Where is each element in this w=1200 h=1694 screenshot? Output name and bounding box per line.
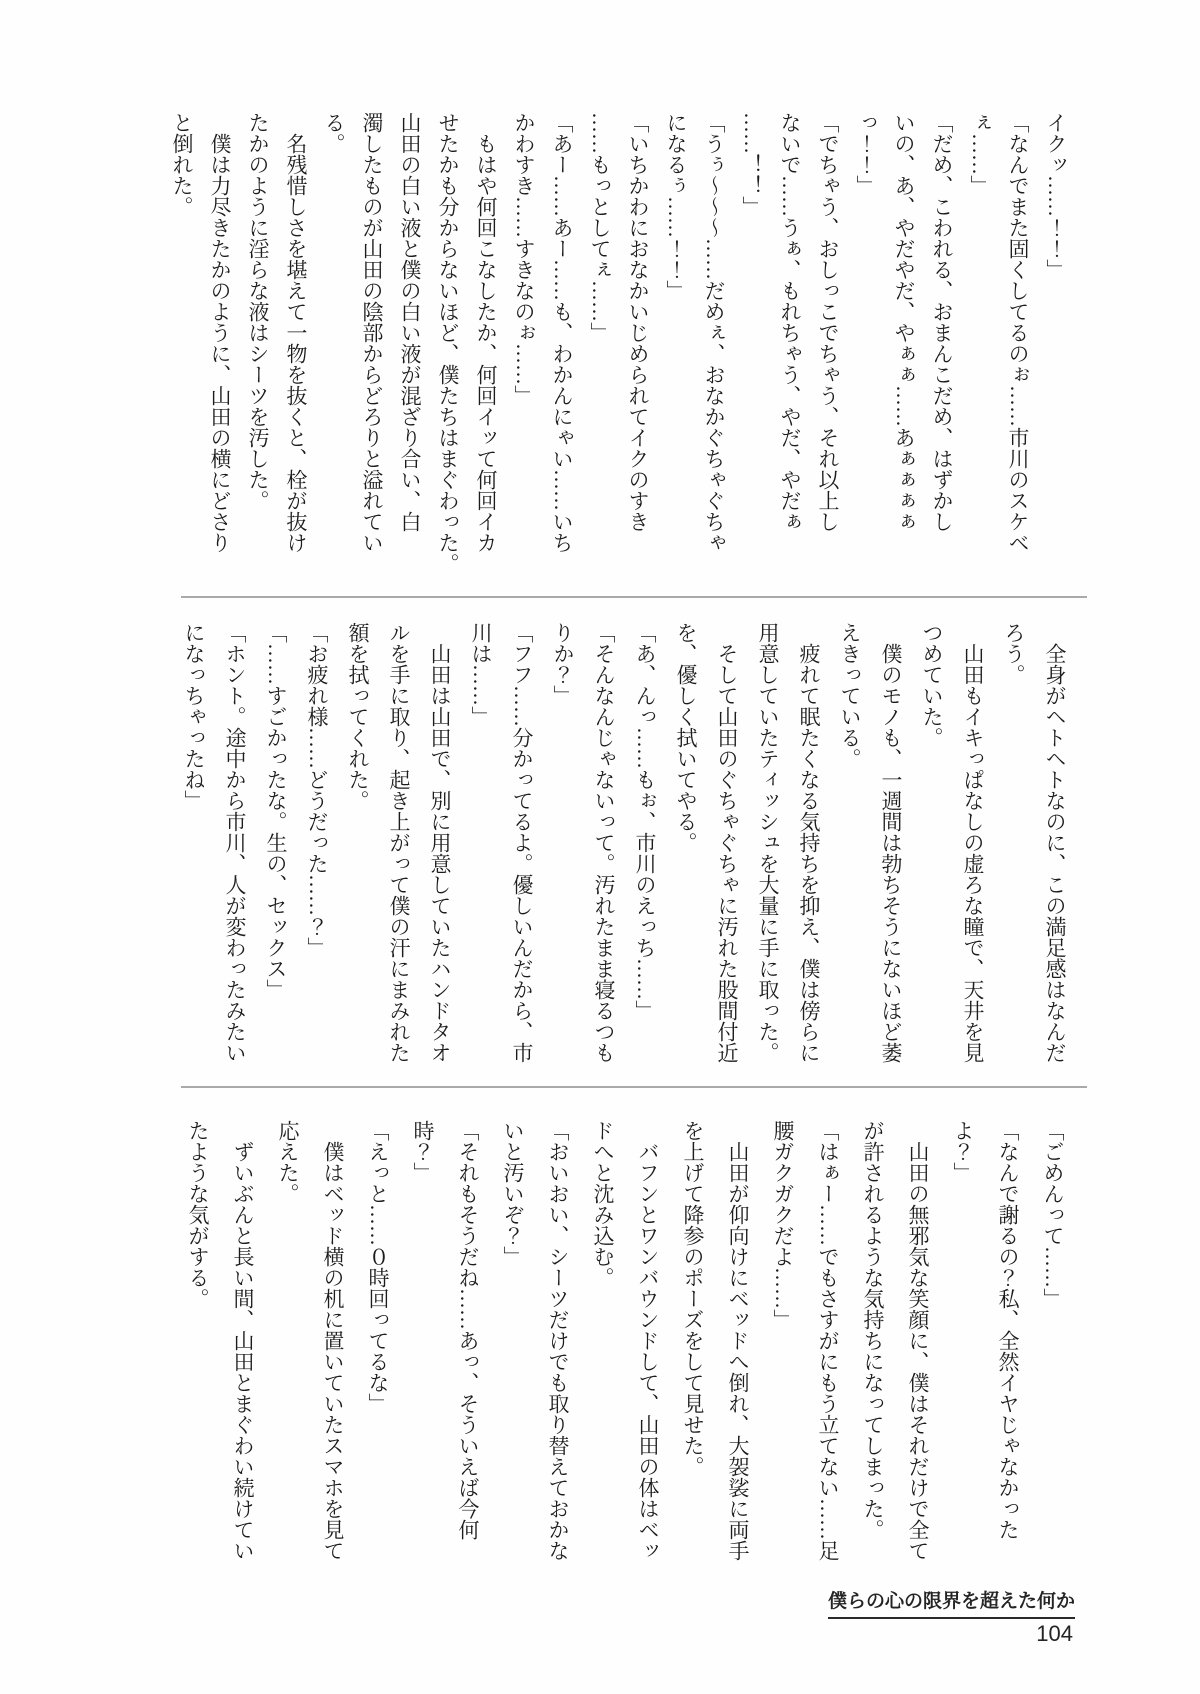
text-line: 「でちゃう、おしっこでちゃう、それ以上し: [816, 112, 840, 532]
text-line: 山田の無邪気な笑顔に、僕はそれだけで全て: [906, 1120, 930, 1561]
text-line: になっちゃったね」: [182, 622, 206, 811]
text-line: が許されるような気持ちになってしまった。: [861, 1120, 885, 1540]
text-line: 濁したものが山田の陰部からどろりと溢れてい: [360, 112, 384, 553]
text-block-middle: [173, 622, 1075, 1068]
text-line: を、優しく拭いてやる。: [674, 622, 698, 853]
text-line: 「フフ……分かってるよ。優しいんだから、市: [510, 622, 534, 1063]
text-line: 「お疲れ様……どうだった……？」: [305, 622, 329, 958]
page-number: 104: [1036, 1621, 1073, 1646]
text-line: 僕は力尽きたかのように、山田の横にどさり: [208, 112, 232, 553]
text-line: いの、あ、やだやだ、やぁぁ……あぁぁぁぁ: [892, 112, 916, 532]
text-line: 「そんなんじゃないって。汚れたまま寝るつも: [592, 622, 616, 1063]
text-line: 「……すごかったな。生の、セックス」: [264, 622, 288, 1000]
text-line: 腰ガクガクだよ……」: [771, 1120, 795, 1330]
text-line: 「えっと……０時回ってるな」: [366, 1120, 390, 1414]
text-line: を上げて降参のポーズをして見せた。: [681, 1120, 705, 1477]
text-line: 「おいおい、シーツだけでも取り替えておかな: [546, 1120, 570, 1561]
text-block-top: [163, 112, 1075, 574]
text-line: 川は……」: [469, 622, 493, 727]
text-line: 名残惜しさを堪えて一物を抜くと、栓が抜け: [284, 112, 308, 553]
text-line: 「いちかわにおなかいじめられてイクのすき: [626, 112, 650, 532]
text-line: ……もっとしてぇ……」: [588, 112, 612, 343]
text-line: 山田もイキっぱなしの虚ろな瞳で、天井を見: [961, 622, 985, 1063]
running-title: 僕らの心の限界を超えた何か: [828, 1592, 1075, 1619]
text-line: 「なんで謝るの？私、全然イヤじゃなかった: [996, 1120, 1020, 1540]
text-line: ドへと沈み込む。: [591, 1120, 615, 1288]
text-line: もはや何回こなしたか、何回イッて何回イカ: [474, 112, 498, 553]
text-line: せたかも分からないほど、僕たちはまぐわった。: [436, 112, 460, 574]
text-line: と倒れた。: [170, 112, 194, 217]
text-line: 山田の白い液と僕の白い液が混ざり合い、白: [398, 112, 422, 532]
text-line: えきっている。: [838, 622, 862, 769]
text-line: たような気がする。: [186, 1120, 210, 1309]
text-line: る。: [322, 112, 346, 154]
text-line: 僕のモノも、一週間は勃ちそうにないほど萎: [879, 622, 903, 1063]
text-line: よ？」: [951, 1120, 975, 1183]
text-line: 「ごめんって……」: [1041, 1120, 1065, 1309]
text-line: 山田は山田で、別に用意していたハンドタオ: [428, 622, 452, 1063]
text-line: 僕はベッド横の机に置いていたスマホを見て: [321, 1120, 345, 1561]
text-line: ずいぶんと長い間、山田とまぐわい続けてい: [231, 1120, 255, 1561]
text-line: 「あ、んっ……もぉ、市川のえっち……」: [633, 622, 657, 1021]
text-line: バフンとワンバウンドして、山田の体はベッ: [636, 1120, 660, 1561]
text-line: 「はぁー……でもさすがにもう立てない……足: [816, 1120, 840, 1561]
text-line: ぇ……」: [968, 112, 992, 196]
text-line: 額を拭ってくれた。: [346, 622, 370, 811]
text-line: つめていた。: [920, 622, 944, 748]
text-line: いと汚いぞ？」: [501, 1120, 525, 1267]
text-line: 山田が仰向けにベッドへ倒れ、大袈裟に両手: [726, 1120, 750, 1561]
text-line: ないで……うぁ、もれちゃう、やだ、やだぁ: [778, 112, 802, 532]
text-line: そして山田のぐちゃぐちゃに汚れた股間付近: [715, 622, 739, 1063]
text-line: ろう。: [1002, 622, 1026, 685]
text-line: 「ホント。途中から市川、人が変わったみたい: [223, 622, 247, 1063]
text-line: 疲れて眠たくなる気持ちを抑え、僕は傍らに: [797, 622, 821, 1063]
text-line: になるぅ……！！」: [664, 112, 688, 301]
text-line: ……！！」: [740, 112, 764, 217]
text-line: っ！！」: [854, 112, 878, 196]
text-line: 「うぅ～～～……だめぇ、おなかぐちゃぐちゃ: [702, 112, 726, 553]
text-line: 「だめ、こわれる、おまんこだめ、はずかし: [930, 112, 954, 532]
text-line: 応えた。: [276, 1120, 300, 1204]
text-line: 「あー……あー……も、わかんにゃい……いち: [550, 112, 574, 553]
text-line: 用意していたティッシュを大量に手に取った。: [756, 622, 780, 1063]
text-line: 全身がヘトヘトなのに、この満足感はなんだ: [1043, 622, 1067, 1063]
text-line: イクッ……！！」: [1044, 112, 1068, 280]
text-line: 時？」: [411, 1120, 435, 1183]
text-block-bottom: [175, 1120, 1075, 1566]
text-line: 「なんでまた固くしてるのぉ……市川のスケベ: [1006, 112, 1030, 553]
section-divider: [181, 596, 1087, 598]
text-line: たかのように淫らな液はシーツを汚した。: [246, 112, 270, 511]
text-line: 「それもそうだね……あっ、そういえば今何: [456, 1120, 480, 1540]
text-line: りか？」: [551, 622, 575, 706]
text-line: かわすき……すきなのぉ……」: [512, 112, 536, 406]
section-divider: [181, 1086, 1087, 1088]
text-line: ルを手に取り、起き上がって僕の汗にまみれた: [387, 622, 411, 1063]
